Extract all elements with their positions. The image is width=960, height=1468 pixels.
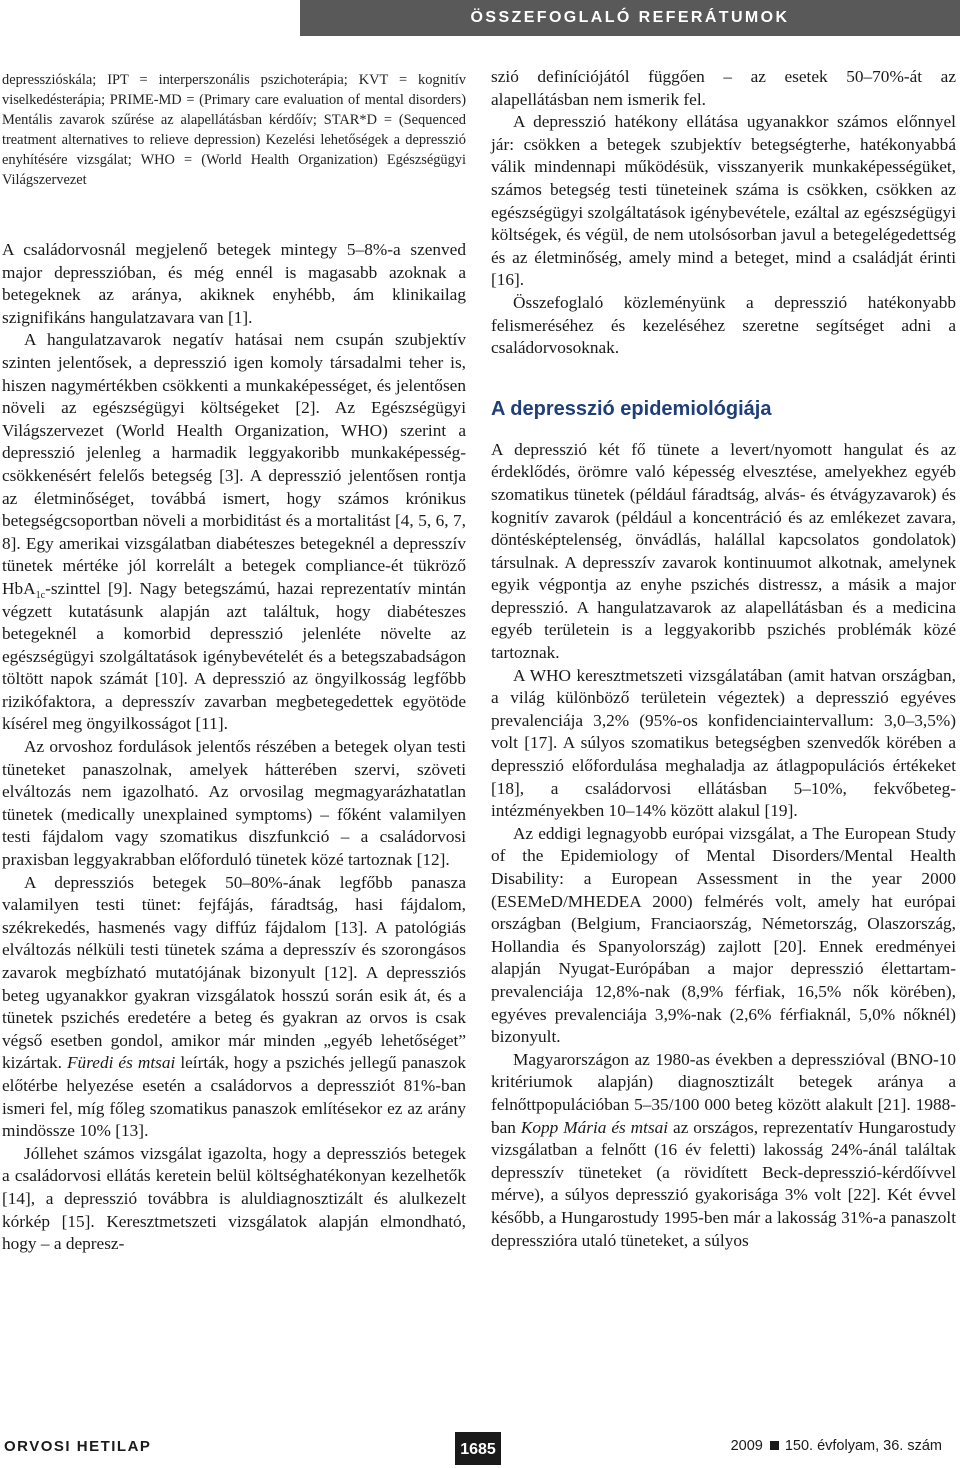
author-citation: Füredi és mtsai [67,1053,176,1073]
running-header [0,0,960,36]
paragraph: A depresszió két fő tünete a levert/nyomott hangulat és az érdeklődés, örömre való képesség elvesztése, amelyekhez egyéb szomatikus tünetek (például fáradtság, alvás- és étvágyzavarok) és kognitív zavarok (például a koncentráció és az emlékezet zavara, döntésképtelenség, önvádlás, halállal kapcsolatos gondolatok) társulnak. A depresszív zavarok kontinuumot alkotnak, amelynek egyik végpontja az enyhe pszichés distressz, a másik a major depresszió. A hangulatzavarok az alapellátásban és a medicina egyéb területein is a leggyakoribb pszichés problémák közé tartoznak. [491,439,956,663]
paragraph: Az orvoshoz fordulások jelentős részében a betegek olyan testi tüneteket panaszolnak, amelyek hátterében szervi, szöveti elváltozás nem igazolható. Az orvosilag megmagyarázhatatlan tünetek (medically unexplained symptoms) – főként valamilyen testi fájdalom vagy szomatikus diszfunkció – a családorvosi praxisban leggyakrabban előforduló tünetek közé tartoznak [12]. [2,737,466,870]
section-heading: A depresszió epidemiológiája [491,397,772,420]
issue-info [731,1438,942,1454]
subscript: 1c [35,589,46,601]
paragraph: Az eddigi legnagyobb európai vizsgálat, a The European Study of the Epidemiology of Mental Disorders/Mental Health Disability: a European Assessment in the year 2000 (ESEMeD/MHEDEA 2000) felmérés volt, amely hat európai országban (Belgium, Franciaország, Németország, Olaszország, Hollandia és Spanyolország) zajlott [20]. Ennek eredményei alapján Nyugat-Európában a major depresszió élettartam-prevalenciája 12,8%-nak (8,9% férfiak, 16,5% nők körében), egyéves prevalenciája 3,9%-nak (2,6% férfiaknál, 5,0% nőknél) bizonyult. [491,823,956,1047]
page-footer [0,1432,960,1465]
text-run: Magyarországon az 1980-as években a depresszióval (BNO-10 kritériumok alapján) diagnosztizált betegek aránya a felnőttpopulációban 5–35/100 000 beteg között alakult [21]. 1988-ban [491,1049,956,1137]
section-title: ÖSSZEFOGLALÓ REFERÁTUMOK [470,9,790,26]
page-number: 1685 [455,1432,501,1465]
paragraph [2,872,466,1143]
left-column [2,70,466,1256]
paragraph: A családorvosnál megjelenő betegek mintegy 5–8%-a szenved major depresszióban, és még ennél is magasabb azoknak a betegeknek az aránya, akiknek enyhébb, ám klinikailag szignifikáns hangulatzavara van [1]. [2,240,466,327]
year: 2009 [730,1438,763,1454]
author-citation: Kopp Mária és mtsai [520,1117,669,1137]
separator-square-icon [770,1441,779,1450]
journal-name: ORVOSI HETILAP [4,1438,152,1455]
paragraph [491,1049,956,1252]
abbreviation-list: depressziós​kála; IPT = interperszonális pszichoterápia; KVT = kognitív viselkedésterápia; PRIME-MD = (Primary care evaluation of mental disorders) Mentális zavarok szűrése az alapellátásban kérdőív; STAR*D = (Sequenced treatment alternatives to relieve depression) Kezelési lehetőségek a depresszió enyhítésére vizsgálat; WHO = (World Health Organization) Egészségügyi Világszervezet [2,72,466,188]
text-run: -szinttel [9]. Nagy betegszámú, hazai reprezentatív mintán végzett kutatásunk alapján azt találtuk, hogy diabéteszes betegeknél a komorbid depresszió jelenléte növelte az egészségügyi szolgáltatások igénybevételét és a betegszabadságon töltött napok számát [10]. A depresszió az öngyilkosság legfőbb rizikófaktora, a depresszív zavarban megbetegedettek egyötöde kísérel meg öngyilkosságot [11]. [2,578,466,734]
text-run: leírták, hogy a pszichés jellegű panaszok előtérbe helyezése esetén a családorvos a depressziót 81%-ban ismeri fel, míg főleg szomatikus panaszok említésekor ez az arány mindössze 10% [13]. [2,1053,466,1141]
paragraph: szió definíciójától függően – az esetek 50–70%-át az alapellátásban nem ismerik fel. [491,67,956,109]
paragraph: Jóllehet számos vizsgálat igazolta, hogy a depressziós betegek a családorvosi ellátás keretein belül költséghatékonyan kezelhetők [14], a depresszió továbbra is aluldiagnosztizált és alulkezelt kórkép [15]. Keresztmetszeti vizsgálatok alapján elmondható, hogy – a depresz- [2,1143,466,1254]
paragraph: A WHO keresztmetszeti vizsgálatában (amit hatvan országban, a világ különböző területein végeztek) a depresszió egyéves prevalenciája 3,2% (95%-os konfidenciaintervallum: 3,0–3,5%) volt [17]. A súlyos szomatikus betegségben szenvedők körében a depresszió előfordulása meghaladja az átlagpopulációs értékeket [18], a családorvosi ellátásban 5–10%, fekvőbeteg-intézményekben 10–14% között alakul [19]. [491,665,956,821]
paragraph: A depresszió hatékony ellátása ugyanakkor számos előnnyel jár: csökken a betegek szubjektív betegségterhe, hatékonyabbá válik mindennapi működésük, visszanyerik munkaképességüket, számos betegség testi tüneteinek száma is csökken, csökken az egészségügyi szolgáltatások igénybevétele, ezáltal az egészségügyi költségek, és végül, de nem utolsósorban javul a betegelégedettség és az életminőség, amely mind a beteget, mind a családját érinti [16]. [491,112,956,290]
paragraph: Összefoglaló közleményünk a depresszió hatékonyabb felismeréséhez és kezeléséhez szeretne segítséget adni a családorvosoknak. [491,292,956,358]
paragraph [2,329,466,736]
right-column [491,66,956,1252]
text-run: A hangulatzavarok negatív hatásai nem csupán szubjektív szinten jelentősek, a depresszió igen komoly társadalmi teher is, hiszen nagymértékben csökkenti a munkaképességet, és jelentősen növeli az egészségügyi költségeket [2]. Az Egészségügyi Világszervezet (World Health Organization, WHO) szerint a depresszió jelenleg a harmadik leggyakoribb munkaképesség-csökkenésért felelős betegség [3]. A depresszió jelentősen rontja az életminőséget, továbbá ismert, hogy számos krónikus betegségcsoportban növeli a morbiditást és a mortalitást [4, 5, 6, 7, 8]. Egy amerikai vizsgálatban diabéteszes betegeknél a depresszív tünetek mértéke jól korrelált a betegek compliance-ét tükröző HbA [2,330,466,598]
volume-issue: 150. évfolyam, 36. szám [784,1438,942,1454]
text-run: az országos, reprezentatív Hungarostudy vizsgálatban a felnőtt (16 év feletti) lakosság 24%-ánál találtak depresszív tüneteket (a rövidített Beck-depresszió-kérdőívvel mérve), a súlyos depresszió gyakorisága 3% volt [22]. Két évvel később, a Hungarostudy 1995-ben már a lakosság 31%-a panaszolt depresszióra utaló tüneteket, a súlyos [491,1117,956,1250]
text-run: A depressziós betegek 50–80%-ának legfőbb panasza valamilyen testi tünet: fejfájás, fáradtság, hasi fájdalom, székrekedés, hasmenés vagy diffúz fájdalom [13]. A patológiás elváltozás nélküli testi tünetek száma a depresszív és szorongásos zavarok megbízható mutatójának bizonyult [12]. A depressziós beteg ugyanakkor gyakran vizsgálatok hosszú során esik át, és a tünetek pszichés eredetére a beteg és gyakran az orvos is csak végső esetben gondol, amikor már minden „egyéb lehetőséget” kizártak. [2,872,466,1073]
